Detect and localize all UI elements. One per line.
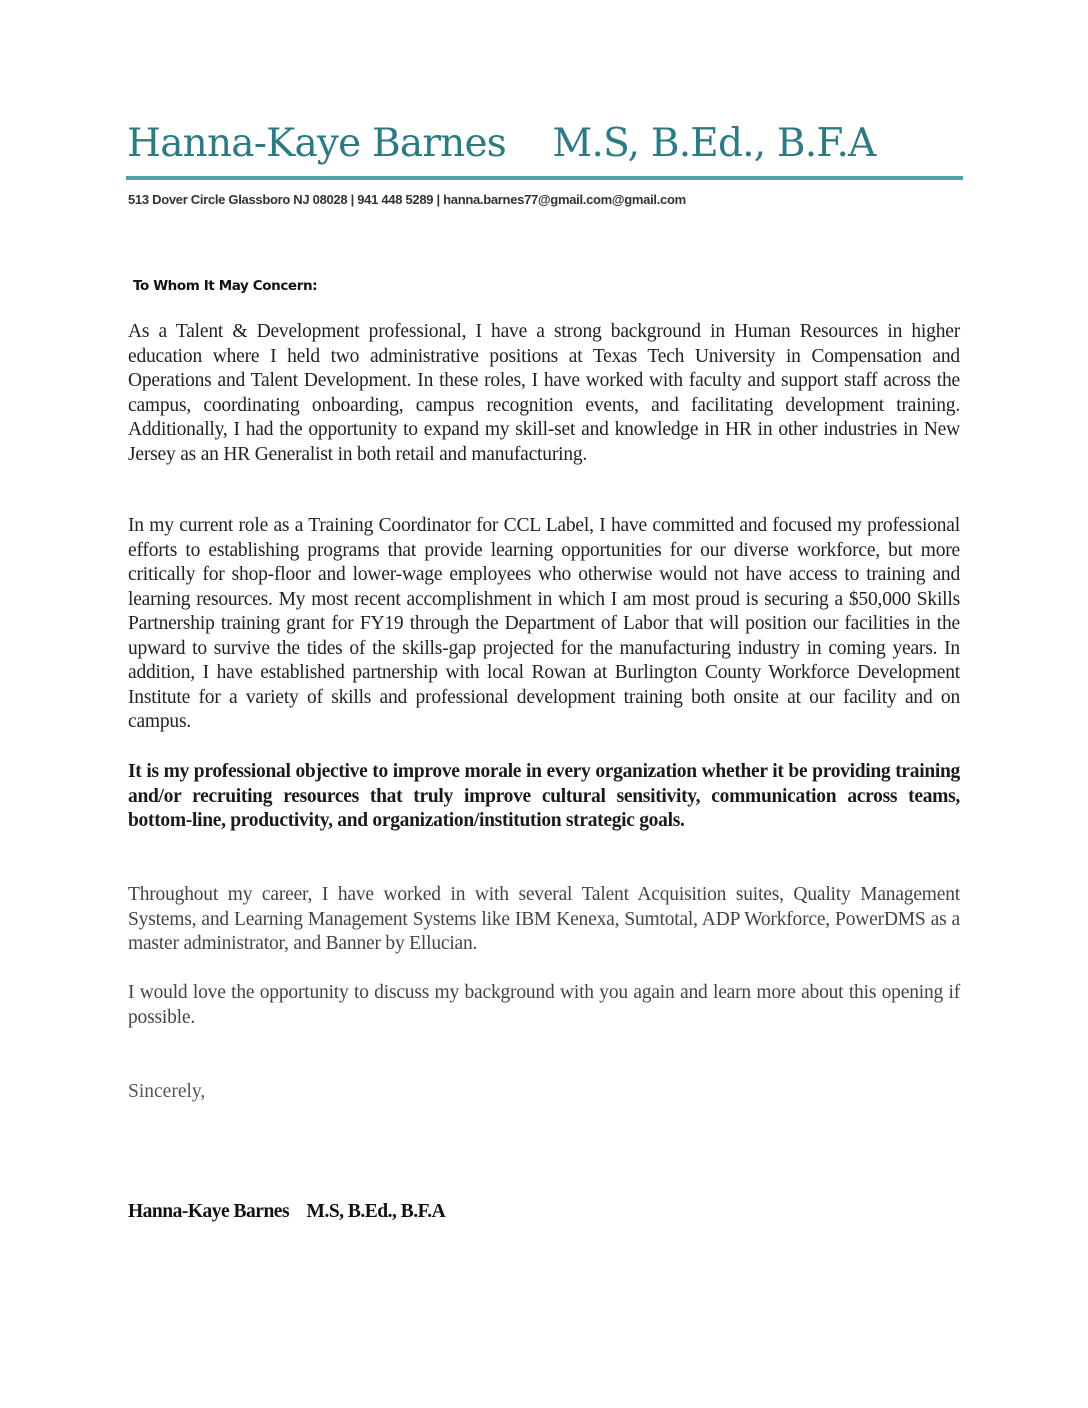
signature-name: Hanna-Kaye Barnes M.S, B.Ed., B.F.A	[128, 1201, 446, 1222]
paragraph-systems-experience: Throughout my career, I have worked in with several Talent Acquisition suites, Quality Management Systems, and Learning Management Systems like IBM Kenexa, Sumtotal, ADP Workforce, PowerDMS as a master administrator, and Banner by Ellucian.	[128, 884, 960, 954]
contact-info-line: 513 Dover Circle Glassboro NJ 08028 | 941 448 5289 | hanna.barnes77@gmail.com@gmail.com	[128, 192, 686, 207]
closing-sincerely: Sincerely,	[128, 1081, 206, 1102]
paragraph-objective: It is my professional objective to improve morale in every organization whether it be providing training and/or recruiting resources that truly improve cultural sensitivity, communication across teams, bottom-line, productivity, and organization/institution strategic goals.	[128, 761, 960, 831]
paragraph-background: As a Talent & Development professional, I have a strong background in Human Resources in higher education where I held two administrative positions at Texas Tech University in Compensation and Operations and Talent Development. In these roles, I have worked with faculty and support staff across the campus, coordinating onboarding, campus recognition events, and facilitating development training. Additionally, I had the opportunity to expand my skill-set and knowledge in HR in other industries in New Jersey as an HR Generalist in both retail and manufacturing.	[128, 321, 960, 465]
letterhead-name-title: Hanna-Kaye Barnes M.S, B.Ed., B.F.A	[127, 121, 876, 166]
letterhead-divider	[126, 176, 963, 180]
paragraph-closing-request: I would love the opportunity to discuss my background with you again and learn more about this opening if possible.	[128, 982, 960, 1028]
salutation: To Whom It May Concern:	[133, 278, 318, 294]
paragraph-current-role: In my current role as a Training Coordinator for CCL Label, I have committed and focused my professional efforts to establishing programs that provide learning opportunities for our diverse workforce, but more critically for shop-floor and lower-wage employees who otherwise would not have access to training and learning resources. My most recent accomplishment in which I am most proud is securing a $50,000 Skills Partnership training grant for FY19 through the Department of Labor that will position our facilities in the upward to survive the tides of the skills-gap projected for the manufacturing industry in coming years. In addition, I have established partnership with local Rowan at Burlington County Workforce Development Institute for a variety of skills and professional development training both onsite at our facility and on campus.	[128, 515, 960, 732]
